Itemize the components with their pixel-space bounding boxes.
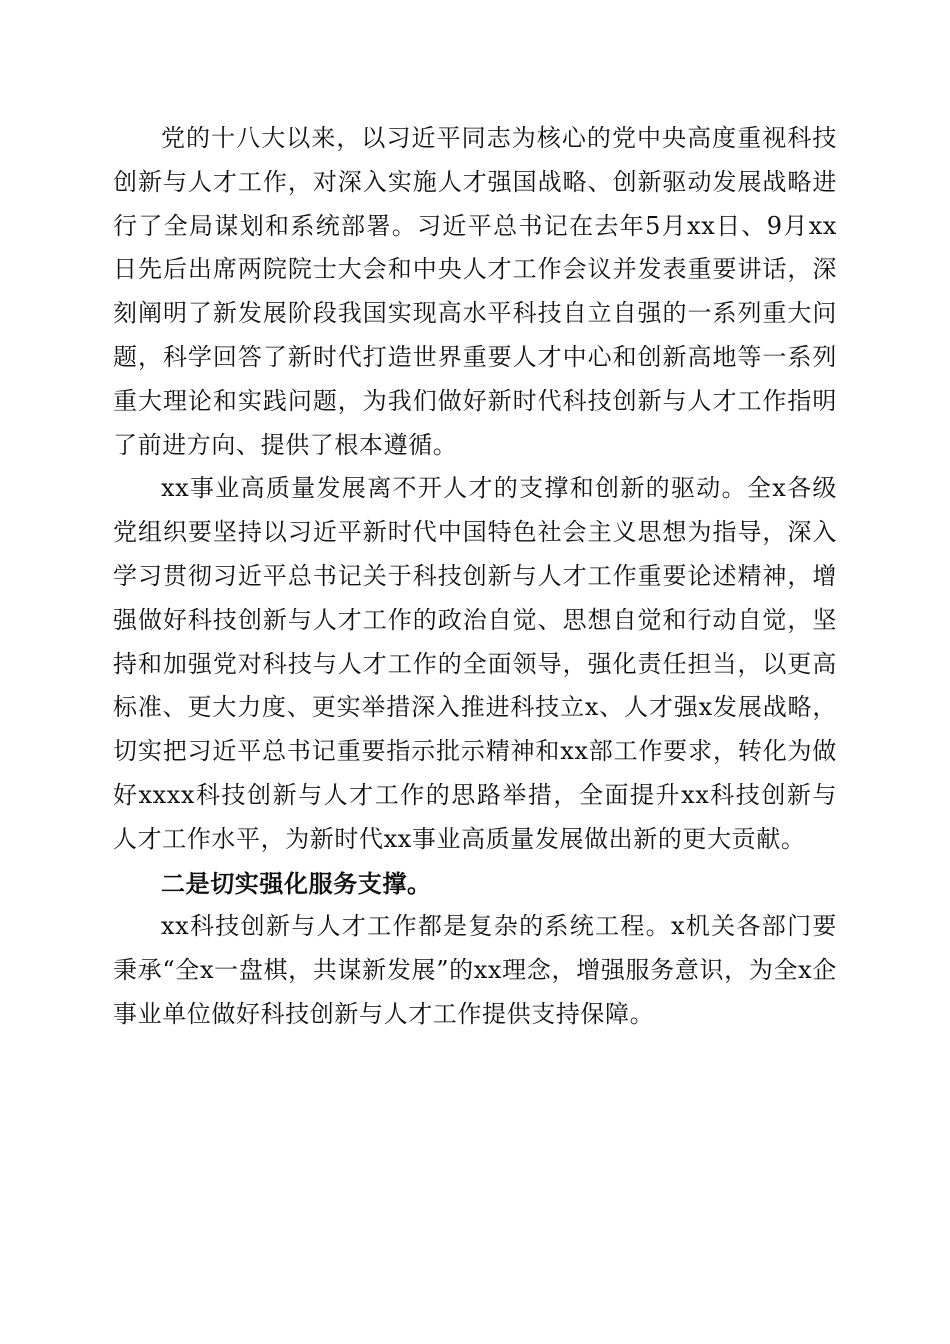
paragraph-intro: 党的十八大以来，以习近平同志为核心的党中央高度重视科技创新与人才工作，对深入实施人才强国战略、创新驱动发展战略进行了全局谋划和系统部署。习近平总书记在去年5月xx日、9月xx日先后出席两院院士大会和中央人才工作会议并发表重要讲话，深刻阐明了新发展阶段我国实现高水平科技自立自强的一系列重大问题，科学回答了新时代打造世界重要人才中心和创新高地等一系列重大理论和实践问题，为我们做好新时代科技创新与人才工作指明了前进方向、提供了根本遵循。 [113,124,837,459]
paragraph-service-support: xx科技创新与人才工作都是复杂的系统工程。x机关各部门要秉承“全x一盘棋，共谋新发展”的xx理念，增强服务意识，为全x企事业单位做好科技创新与人才工作提供支持保障。 [113,912,837,1028]
section-heading: 二是切实强化服务支撑。 [161,868,432,898]
document-page [113,117,837,1037]
paragraph-development: xx事业高质量发展离不开人才的支撑和创新的驱动。全x各级党组织要坚持以习近平新时代中国特色社会主义思想为指导，深入学习贯彻习近平总书记关于科技创新与人才工作重要论述精神，增强做好科技创新与人才工作的政治自觉、思想自觉和行动自觉，坚持和加强党对科技与人才工作的全面领导，强化责任担当，以更高标准、更大力度、更实举措深入推进科技立x、人才强x发展战略，切实把习近平总书记重要指示批示精神和xx部工作要求，转化为做好xxxx科技创新与人才工作的思路举措，全面提升xx科技创新与人才工作水平，为新时代xx事业高质量发展做出新的更大贡献。 [113,474,837,853]
